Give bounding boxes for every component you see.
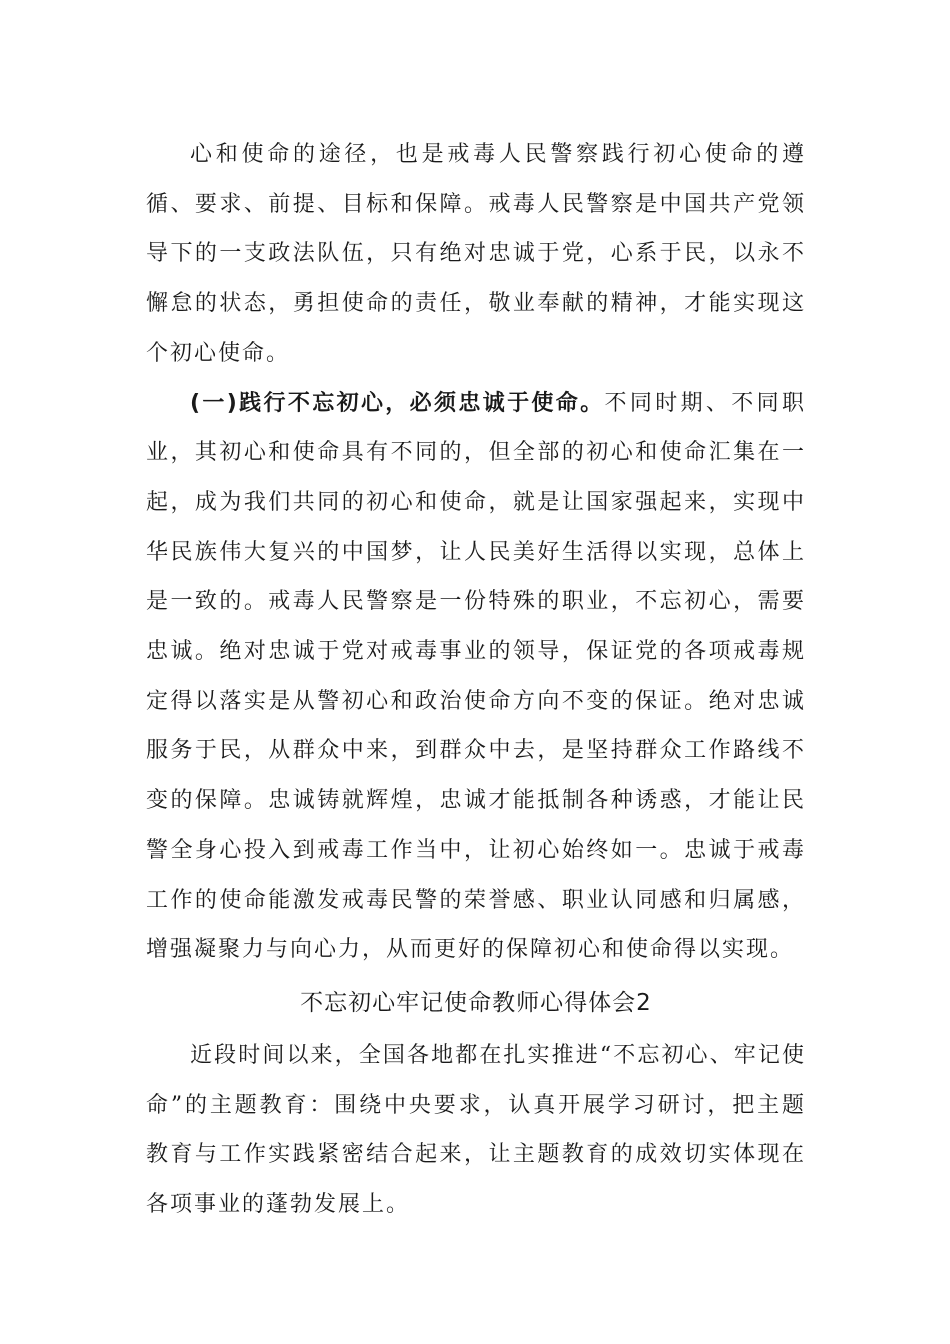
paragraph-2-lead: (一)践行不忘初心，必须忠诚于使命。 (190, 390, 605, 416)
paragraph-2-body: 不同时期、不同职业，其初心和使命具有不同的，但全部的初心和使命汇集在一起，成为我们共同的初心和使命，就是让国家强起来，实现中华民族伟大复兴的中国梦，让人民美好生活得以实现，总体上是一致的。戒毒人民警察是一份特殊的职业，不忘初心，需要忠诚。绝对忠诚于党对戒毒事业的领导，保证党的各项戒毒规定得以落实是从警初心和政治使命方向不变的保证。绝对忠诚服务于民，从群众中来，到群众中去，是坚持群众工作路线不变的保障。忠诚铸就辉煌，忠诚才能抵制各种诱惑，才能让民警全身心投入到戒毒工作当中，让初心始终如一。忠诚于戒毒工作的使命能激发戒毒民警的荣誉感、职业认同感和归属感，增强凝聚力与向心力，从而更好的保障初心和使命得以实现。 (146, 390, 806, 963)
paragraph-2 (146, 379, 806, 975)
paragraph-1: 心和使命的途径，也是戒毒人民警察践行初心使命的遵循、要求、前提、目标和保障。戒毒人民警察是中国共产党领导下的一支政法队伍，只有绝对忠诚于党，心系于民，以永不懈怠的状态，勇担使命的责任，敬业奉献的精神，才能实现这个初心使命。 (146, 142, 806, 366)
paragraph-3: 近段时间以来，全国各地都在扎实推进“不忘初心、牢记使命”的主题教育：围绕中央要求，认真开展学习研讨，把主题教育与工作实践紧密结合起来，让主题教育的成效切实体现在各项事业的蓬勃发展上。 (146, 1042, 806, 1218)
document-body (146, 130, 806, 1230)
section-heading: 不忘初心牢记使命教师心得体会2 (300, 989, 652, 1016)
